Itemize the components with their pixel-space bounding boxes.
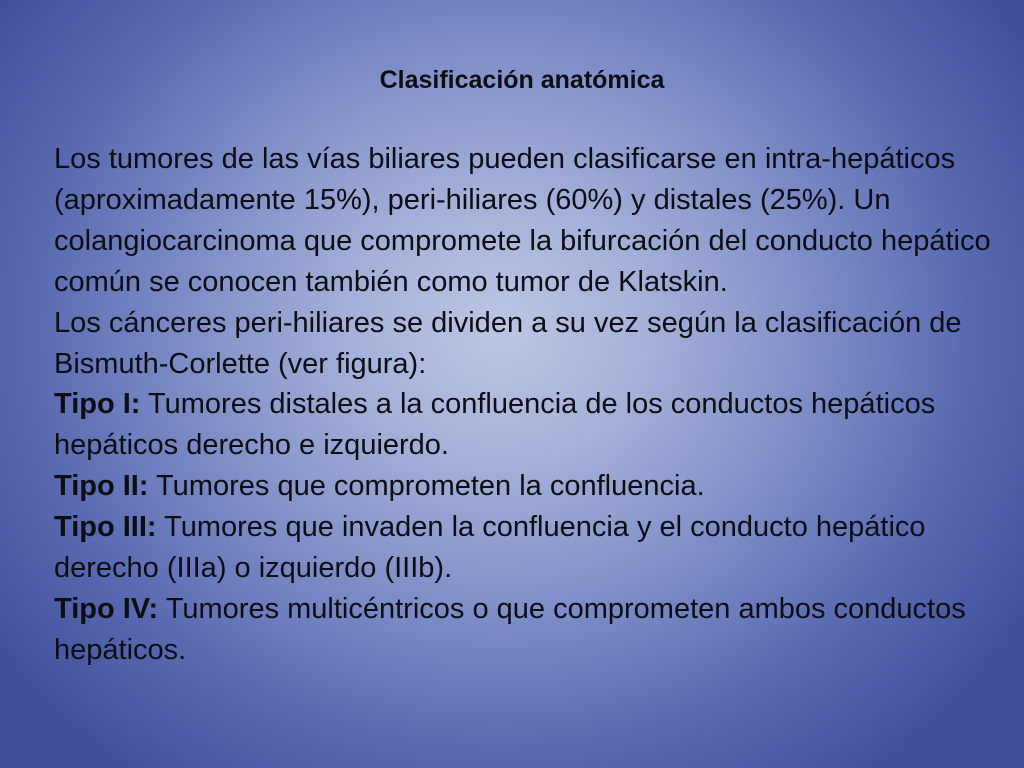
type-2-item xyxy=(54,466,1004,507)
type-4-text: Tumores multicéntricos o que comprometen ambos conductos hepáticos. xyxy=(54,592,966,666)
slide-title: Clasificación anatómica xyxy=(379,66,665,94)
bismuth-paragraph: Los cánceres peri-hiliares se dividen a su vez según la clasificación de Bismuth-Corlette (ver figura): xyxy=(54,306,962,380)
type-1-item xyxy=(54,384,1004,466)
type-4-item xyxy=(54,589,1004,671)
slide-body xyxy=(54,139,1004,671)
type-1-label: Tipo I: xyxy=(54,388,141,421)
type-3-label: Tipo III: xyxy=(54,511,157,544)
type-3-item xyxy=(54,507,1004,589)
type-4-label: Tipo IV: xyxy=(54,592,159,625)
type-2-text: Tumores que comprometen la confluencia. xyxy=(148,470,705,503)
type-3-text: Tumores que invaden la confluencia y el conducto hepático derecho (IIIa) o izquierdo (IIIb). xyxy=(54,511,926,585)
type-2-label: Tipo II: xyxy=(54,470,149,503)
type-1-text: Tumores distales a la confluencia de los conductos hepáticos hepáticos derecho e izquierdo. xyxy=(54,388,936,462)
intro-paragraph: Los tumores de las vías biliares pueden clasificarse en intra-hepáticos (aproximadamente 15%), peri-hiliares (60%) y distales (25%). Un colangiocarcinoma que compromete la bifurcación del conducto hepático común se conocen también como tumor de Klatskin. xyxy=(54,143,991,298)
